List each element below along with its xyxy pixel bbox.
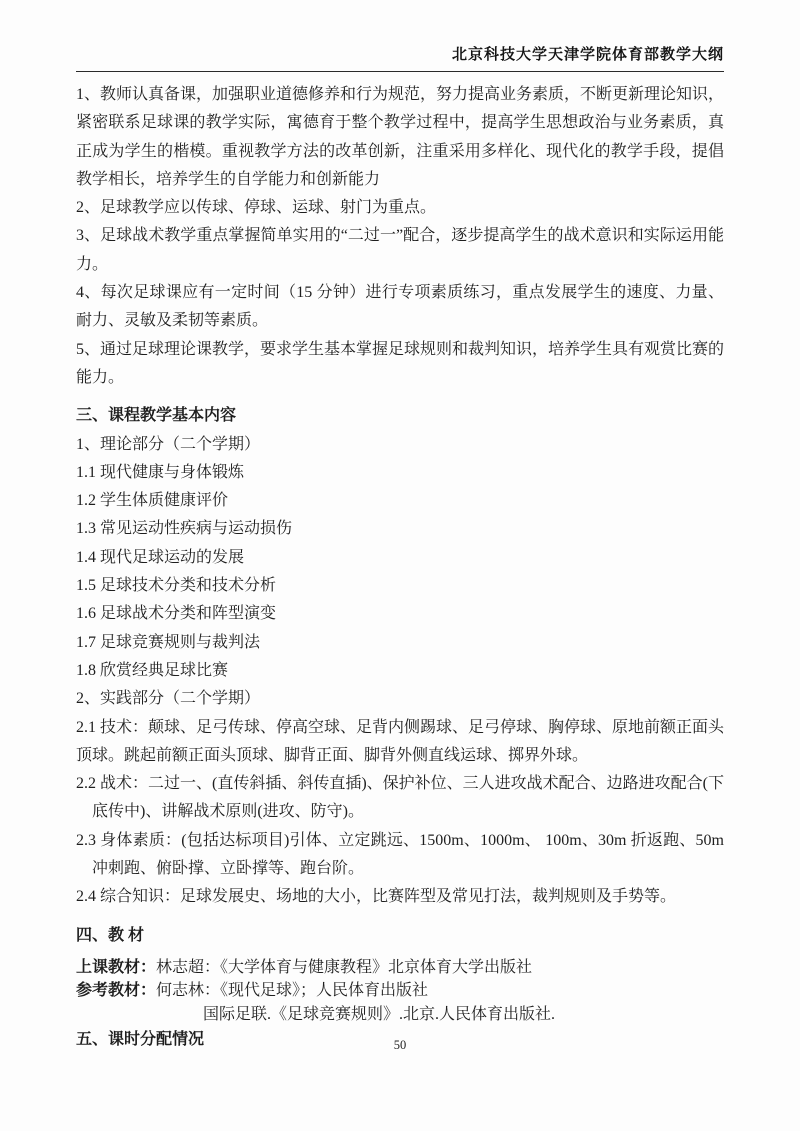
reference-extra-line: 国际足联.《足球竞赛规则》.北京.人民体育出版社. xyxy=(203,1005,556,1023)
section3-item: 1.7 足球竞赛规则与裁判法 xyxy=(76,633,261,651)
section3-heading: 三、课程教学基本内容 xyxy=(76,407,237,425)
reference-label: 参考教材： xyxy=(76,982,157,1000)
intro-paragraph-2: 2、足球教学应以传球、停球、运球、射门为重点。 xyxy=(76,199,437,217)
header-title: 北京科技大学天津学院体育部教学大纲 xyxy=(451,47,724,63)
section3-item: 2.2 战术：二过一、(直传斜插、斜传直插)、保护补位、三人进攻战术配合、边路进攻配合(下底传中)、讲解战术原则(进攻、防守)。 xyxy=(76,775,724,821)
intro-paragraph-5: 5、通过足球理论课教学，要求学生基本掌握足球规则和裁判知识，培养学生具有观赏比赛的能力。 xyxy=(76,340,725,386)
section5-heading: 五、课时分配情况 xyxy=(76,1031,205,1049)
textbook-value: 林志超：《大学体育与健康教程》北京体育大学出版社 xyxy=(156,958,533,976)
page-footer xyxy=(0,1038,800,1053)
materials-block xyxy=(76,956,724,1027)
section3-item: 2.3 身体素质：(包括达标项目)引体、立定跳远、1500m、1000m、 100m、30m 折返跑、50m 冲刺跑、俯卧撑、立卧撑等、跑台阶。 xyxy=(76,831,724,878)
section3-item: 1.1 现代健康与身体锻炼 xyxy=(76,463,245,481)
intro-paragraph-4: 4、每次足球课应有一定时间（15 分钟）进行专项素质练习，重点发展学生的速度、力量、耐力、灵敏及柔韧等素质。 xyxy=(76,284,724,330)
section3-item: 1.4 现代足球运动的发展 xyxy=(76,548,245,566)
intro-paragraph-1: 1、教师认真备课，加强职业道德修养和行为规范，努力提高业务素质，不断更新理论知识，紧密联系足球课的教学实际，寓德育于整个教学过程中，提高学生思想政治与业务素质，真正成为学生的楷模。重视教学方法的改革创新，注重采用多样化、现代化的教学手段，提倡教学相长，培养学生的自学能力和创新能力 xyxy=(76,86,725,188)
document-body xyxy=(76,81,724,1055)
textbook-label: 上课教材： xyxy=(76,958,157,976)
textbook-line xyxy=(76,956,724,980)
page-number: 50 xyxy=(393,1038,407,1052)
section3-item: 2.4 综合知识：足球发展史、场地的大小，比赛阵型及常见打法，裁判规则及手势等。 xyxy=(76,888,677,906)
reference-line xyxy=(76,979,724,1003)
section3-item: 1、理论部分（二个学期） xyxy=(76,435,261,453)
section3-item: 1.8 欣赏经典足球比赛 xyxy=(76,661,229,679)
reference-value: 何志林：《现代足球》；人民体育出版社 xyxy=(156,982,429,1000)
section3-item: 1.6 足球战术分类和阵型演变 xyxy=(76,605,277,623)
section3-item: 2、实践部分（二个学期） xyxy=(76,690,261,708)
section3-item: 1.5 足球技术分类和技术分析 xyxy=(76,577,277,595)
section3-item: 2.1 技术：颠球、足弓传球、停高空球、足背内侧踢球、足弓停球、胸停球、原地前额正面头顶球。跳起前额正面头顶球、脚背正面、脚背外侧直线运球、掷界外球。 xyxy=(76,718,725,764)
section3-item: 1.3 常见运动性疾病与运动损伤 xyxy=(76,520,293,538)
page-header xyxy=(76,46,724,72)
section4-heading: 四、教 材 xyxy=(76,926,145,944)
intro-paragraph-3: 3、足球战术教学重点掌握简单实用的“二过一”配合，逐步提高学生的战术意识和实际运用能力。 xyxy=(76,227,724,273)
section3-item: 1.2 学生体质健康评价 xyxy=(76,492,229,510)
